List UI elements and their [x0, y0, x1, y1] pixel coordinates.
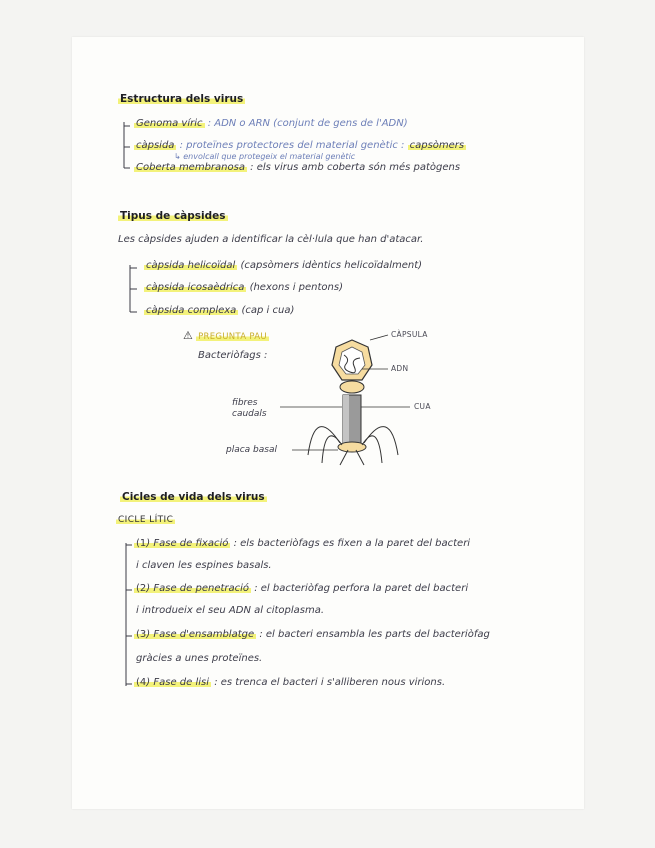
label-adn: ADN [391, 364, 409, 373]
label-fibres: fibres caudals [232, 398, 267, 419]
structure-capsid-sub: ↳ envolcall que protegeix el material genètic [174, 152, 356, 161]
bacteriophage-label: Bacteriòfags : [198, 350, 268, 361]
circled-number-icon: ( [136, 538, 140, 549]
section-title-life-cycle: Cicles de vida dels virus [122, 491, 265, 503]
label-cua: CUA [414, 402, 431, 411]
pau-question-label: ⚠ PREGUNTA PAU [183, 329, 267, 342]
label-capsula: CÀPSULA [391, 330, 428, 339]
warning-icon: ⚠ [183, 329, 193, 342]
phase-3-line2: gràcies a unes proteïnes. [136, 653, 263, 664]
structure-item-capsid: càpsida : proteïnes protectores del material genètic : capsòmers [136, 140, 465, 151]
section-title-capsid-types: Tipus de càpsides [120, 210, 226, 222]
phase-2-line2: i introdueix el seu ADN al citoplasma. [136, 605, 325, 616]
capsid-type-icosahedral: càpsida icosaèdrica (hexons i pentons) [146, 282, 343, 293]
phase-4: (4) Fase de lisi : es trenca el bacteri i s'alliberen nous virions. [136, 677, 446, 688]
phase-3: (3) Fase d'ensamblatge : el bacteri ensambla les parts del bacteriòfag [136, 629, 490, 640]
label-placa: placa basal [226, 445, 277, 455]
phase-1: (1) Fase de fixació : els bacteriòfags es fixen a la paret del bacteri [136, 538, 471, 549]
phase-1-line2: i claven les espines basals. [136, 560, 272, 571]
structure-item-coat: Coberta membranosa : els virus amb coberta són més patògens [136, 162, 461, 173]
lytic-cycle-subtitle: CICLE LÍTIC [118, 515, 174, 525]
capsid-intro: Les càpsides ajuden a identificar la cèl·lula que han d'atacar. [118, 234, 424, 245]
phase-2: (2) Fase de penetració : el bacteriòfag perfora la paret del bacteri [136, 583, 469, 594]
structure-item-genome: Genoma víric : ADN o ARN (conjunt de gens de l'ADN) [136, 118, 408, 129]
capsid-type-complex: càpsida complexa (cap i cua) [146, 305, 295, 316]
section-title-structure: Estructura dels virus [120, 93, 244, 105]
capsid-type-helical: càpsida helicoïdal (capsòmers idèntics helicoïdalment) [146, 260, 423, 271]
